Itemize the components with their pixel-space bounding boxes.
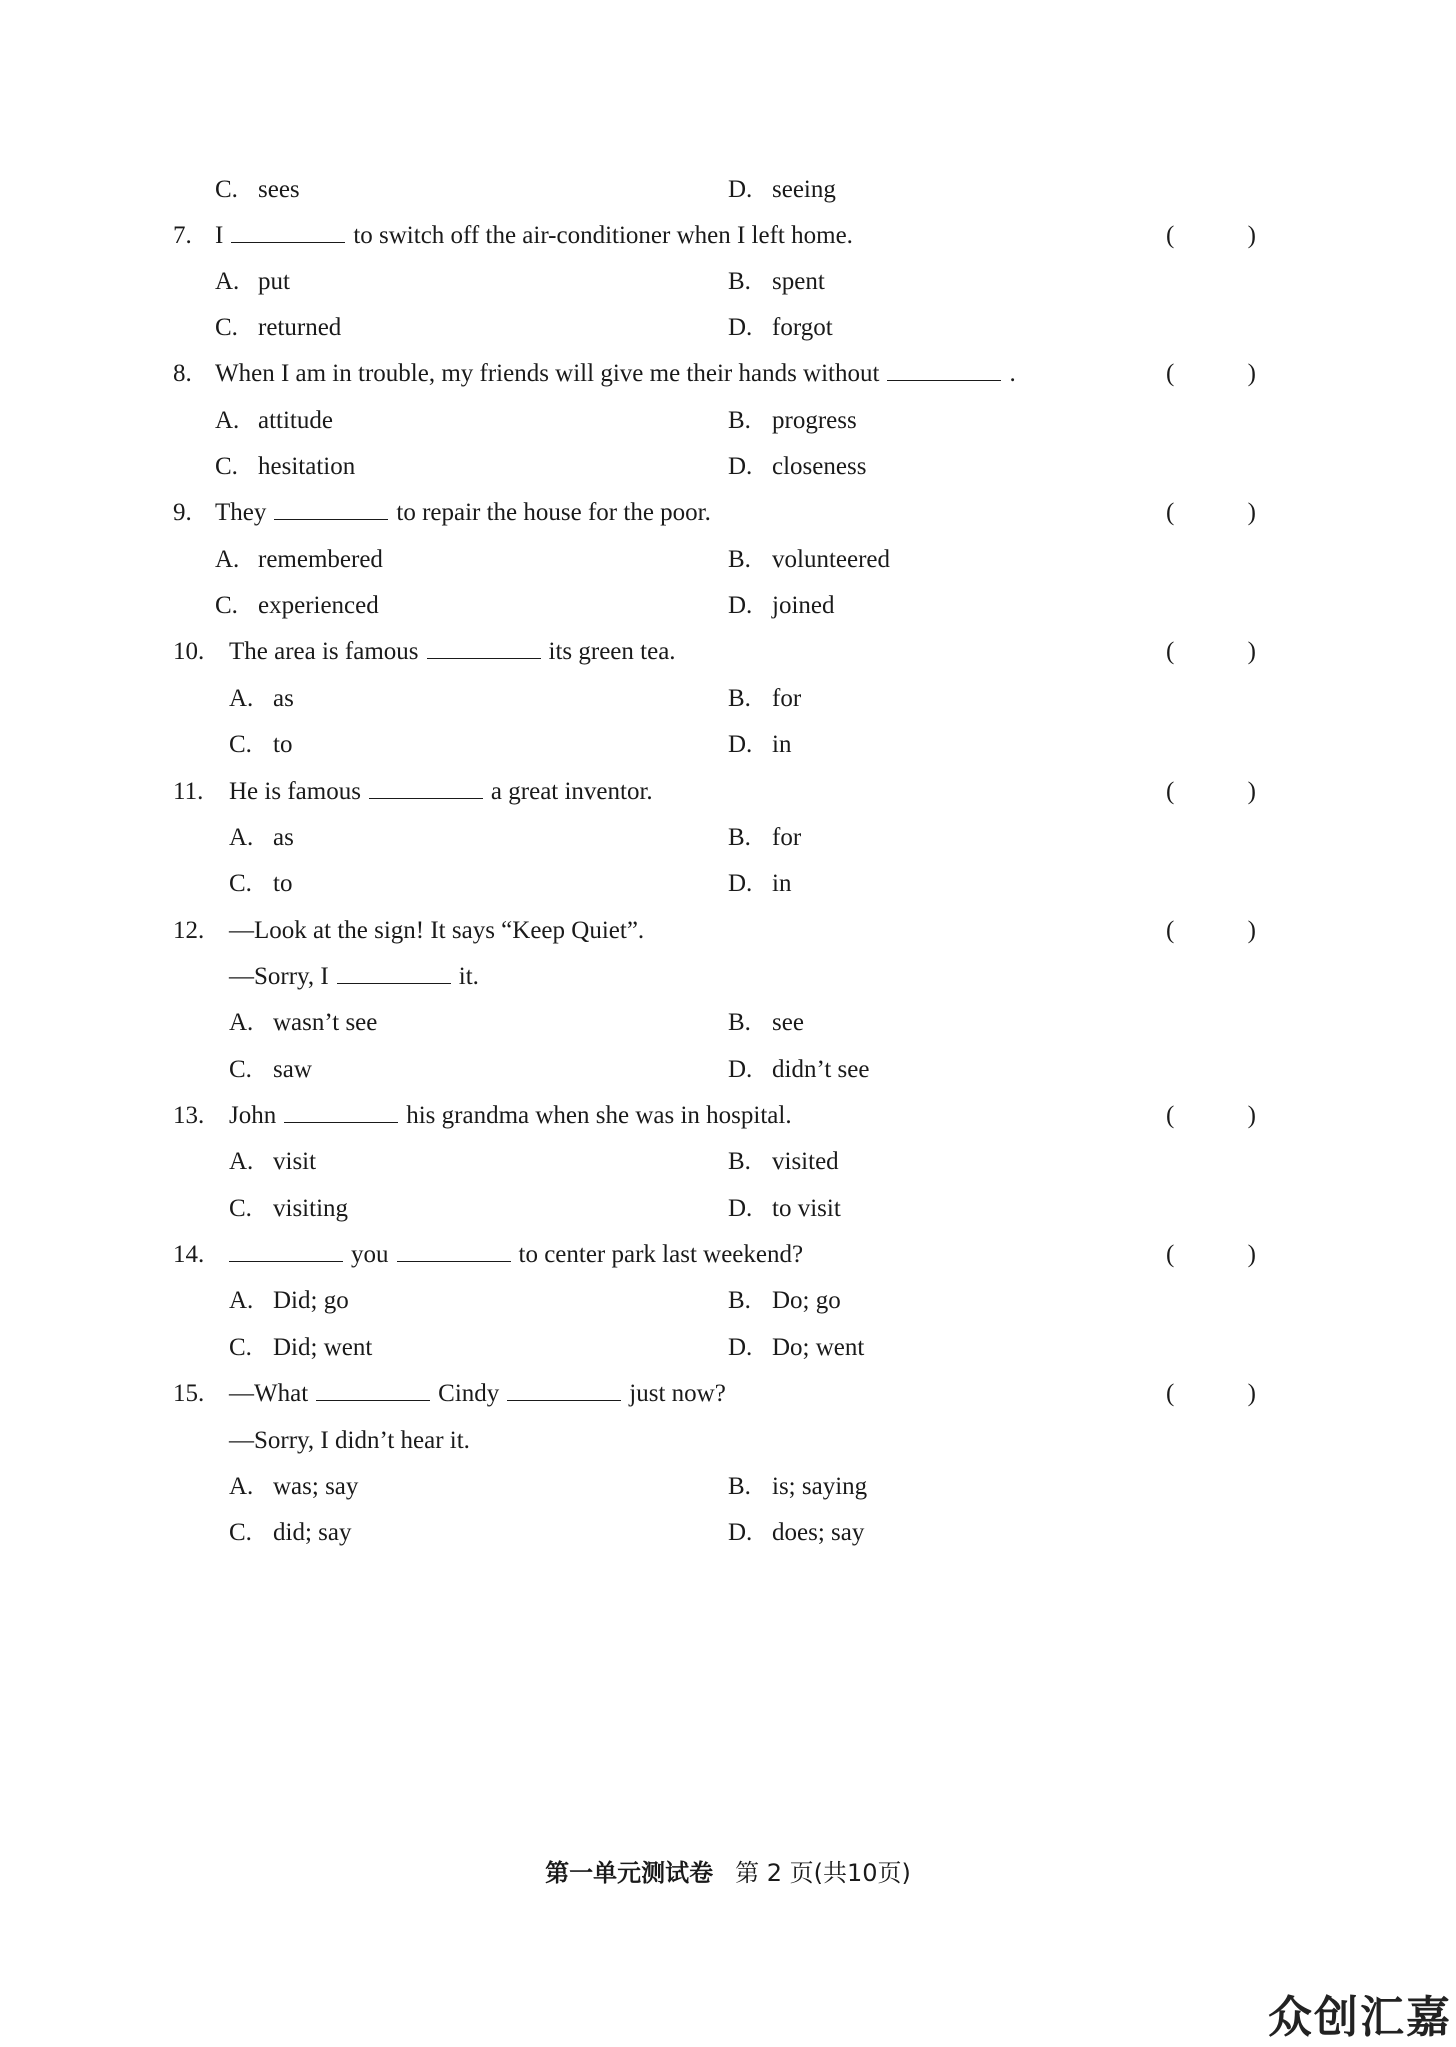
option-letter: D. [728, 1519, 753, 1546]
answer-blank [337, 961, 451, 984]
option-row [0, 1189, 1456, 1229]
option-letter: C. [215, 176, 238, 203]
option-text: visiting [273, 1195, 349, 1222]
answer-blank [427, 636, 541, 659]
question-15-line2 [0, 1421, 1456, 1461]
question-12-line2 [0, 957, 1456, 997]
option-letter: B. [728, 685, 751, 712]
option-text: progress [772, 407, 857, 434]
question-text: John his grandma when she was in hospital. [229, 1102, 792, 1129]
option-text: volunteered [772, 546, 891, 573]
option-row [0, 1142, 1456, 1182]
option-text: visited [772, 1148, 839, 1175]
option-letter: A. [229, 1148, 254, 1175]
option-row [0, 864, 1456, 904]
question-9: 9. They to repair the house for the poor. ( ) [0, 493, 1456, 533]
option-text: seeing [772, 176, 836, 203]
page-footer [0, 1853, 1456, 1893]
page-number: 第 2 页(共10页) [735, 1859, 911, 1887]
option-text: for [772, 685, 802, 712]
option-text: as [273, 685, 294, 712]
option-text: to [273, 870, 293, 897]
option-row [0, 586, 1456, 626]
option-row [0, 308, 1456, 348]
question-8: 8. When I am in trouble, my friends will give me their hands without . ( ) [0, 354, 1456, 394]
question-number: 11. [173, 778, 204, 805]
option-text: visit [273, 1148, 317, 1175]
question-15: 15. —What Cindy just now? ( ) [0, 1374, 1456, 1414]
option-letter: D. [728, 1056, 753, 1083]
option-letter: B. [728, 824, 751, 851]
option-row [0, 1003, 1456, 1043]
answer-blank [231, 220, 345, 243]
option-text: didn’t see [772, 1056, 870, 1083]
option-letter: A. [229, 685, 254, 712]
option-letter: B. [728, 1148, 751, 1175]
option-letter: D. [728, 176, 753, 203]
option-text: experienced [258, 592, 379, 619]
option-letter: A. [229, 1287, 254, 1314]
option-text: does; say [772, 1519, 865, 1546]
question-text: —Sorry, I didn’t hear it. [229, 1427, 470, 1454]
question-text: He is famous a great inventor. [229, 778, 653, 805]
question-text: —Sorry, I it. [229, 963, 479, 990]
option-text: attitude [258, 407, 333, 434]
question-text: They to repair the house for the poor. [215, 499, 711, 526]
option-row [0, 818, 1456, 858]
option-text: in [772, 870, 792, 897]
option-text: to visit [772, 1195, 841, 1222]
option-letter: D. [728, 592, 753, 619]
option-letter: D. [728, 314, 753, 341]
option-letter: C. [229, 1056, 252, 1083]
option-row [0, 401, 1456, 441]
question-text: I to switch off the air-conditioner when I left home. [215, 222, 853, 249]
option-row [0, 1467, 1456, 1507]
footer-title: 第一单元测试卷 [545, 1859, 714, 1887]
option-letter: A. [215, 407, 240, 434]
option-row [0, 262, 1456, 302]
question-text: The area is famous its green tea. [229, 638, 676, 665]
question-number: 7. [173, 222, 192, 249]
option-letter: D. [728, 1334, 753, 1361]
question-number: 8. [173, 360, 192, 387]
question-7: 7. I to switch off the air-conditioner when I left home. ( ) [0, 216, 1456, 256]
option-text: put [258, 268, 290, 295]
question-13: 13. John his grandma when she was in hospital. ( ) [0, 1096, 1456, 1136]
answer-blank [397, 1239, 511, 1262]
option-text: forgot [772, 314, 833, 341]
question-10: 10. The area is famous its green tea. ( ) [0, 632, 1456, 672]
option-text: wasn’t see [273, 1009, 378, 1036]
option-letter: C. [229, 1195, 252, 1222]
option-letter: D. [728, 870, 753, 897]
option-letter: C. [229, 1334, 252, 1361]
question-text: —What Cindy just now? [229, 1380, 726, 1407]
option-letter: C. [229, 870, 252, 897]
option-text: returned [258, 314, 342, 341]
option-letter: B. [728, 1009, 751, 1036]
option-text: remembered [258, 546, 383, 573]
option-row [0, 679, 1456, 719]
option-letter: A. [215, 268, 240, 295]
option-letter: A. [215, 546, 240, 573]
answer-blank [507, 1378, 621, 1401]
option-letter: B. [728, 268, 751, 295]
option-text: Did; went [273, 1334, 373, 1361]
option-letter: D. [728, 1195, 753, 1222]
question-number: 9. [173, 499, 192, 526]
option-text: see [772, 1009, 804, 1036]
watermark-logo: 众创汇嘉 [1268, 1992, 1452, 2043]
answer-blank [887, 358, 1001, 381]
option-letter: B. [728, 407, 751, 434]
option-letter: C. [229, 1519, 252, 1546]
option-letter: C. [215, 314, 238, 341]
option-text: Do; went [772, 1334, 865, 1361]
option-text: saw [273, 1056, 312, 1083]
option-row [0, 1328, 1456, 1368]
option-letter: A. [229, 1473, 254, 1500]
question-14: 14. you to center park last weekend? ( ) [0, 1235, 1456, 1275]
option-letter: B. [728, 1287, 751, 1314]
option-letter: D. [728, 453, 753, 480]
option-row [0, 447, 1456, 487]
answer-blank [274, 497, 388, 520]
option-text: to [273, 731, 293, 758]
option-row [0, 1050, 1456, 1090]
answer-blank [284, 1100, 398, 1123]
question-11: 11. He is famous a great inventor. ( ) [0, 772, 1456, 812]
option-text: was; say [273, 1473, 359, 1500]
answer-blank [369, 776, 483, 799]
option-text: for [772, 824, 802, 851]
question-text: When I am in trouble, my friends will give me their hands without . [215, 360, 1016, 387]
option-text: Do; go [772, 1287, 841, 1314]
option-text: Did; go [273, 1287, 349, 1314]
option-letter: C. [215, 592, 238, 619]
question-text: —Look at the sign! It says “Keep Quiet”. [229, 917, 645, 944]
option-text: did; say [273, 1519, 352, 1546]
option-text: is; saying [772, 1473, 868, 1500]
question-number: 12. [173, 917, 205, 944]
option-text: spent [772, 268, 825, 295]
option-text: hesitation [258, 453, 356, 480]
option-text: sees [258, 176, 300, 203]
question-12: 12. —Look at the sign! It says “Keep Quiet”. ( ) [0, 911, 1456, 951]
option-text: as [273, 824, 294, 851]
option-letter: C. [215, 453, 238, 480]
question-number: 10. [173, 638, 205, 665]
question-number: 15. [173, 1380, 205, 1407]
option-text: in [772, 731, 792, 758]
option-letter: C. [229, 731, 252, 758]
option-row [0, 1281, 1456, 1321]
option-letter: B. [728, 546, 751, 573]
question-number: 13. [173, 1102, 205, 1129]
option-row [0, 170, 1456, 210]
answer-blank [316, 1378, 430, 1401]
option-row [0, 725, 1456, 765]
question-text: you to center park last weekend? [221, 1235, 803, 1275]
option-row [0, 1513, 1456, 1553]
option-row [0, 540, 1456, 580]
option-letter: B. [728, 1473, 751, 1500]
option-letter: A. [229, 1009, 254, 1036]
option-letter: A. [229, 824, 254, 851]
question-number: 14. [173, 1241, 205, 1268]
option-text: closeness [772, 453, 867, 480]
answer-blank [229, 1239, 343, 1262]
option-letter: D. [728, 731, 753, 758]
option-text: joined [772, 592, 835, 619]
